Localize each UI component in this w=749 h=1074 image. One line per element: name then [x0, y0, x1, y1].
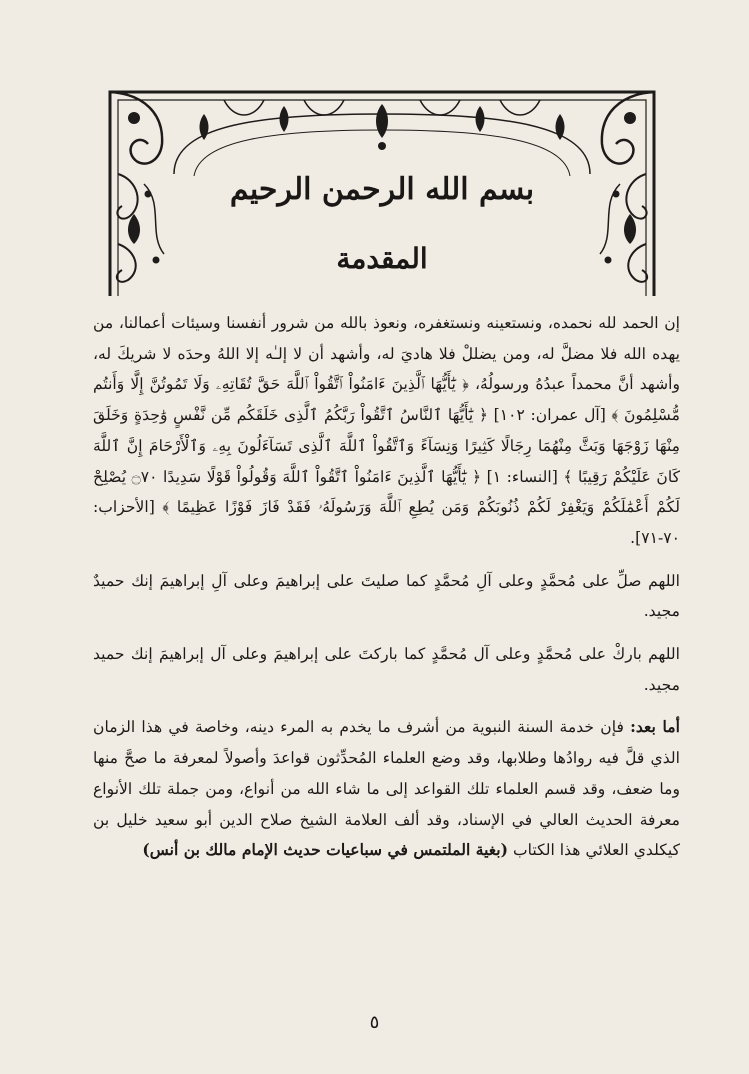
- page-title: المقدمة: [336, 242, 428, 275]
- text-line: أن لا إلـٰه إلا اللهُ وحدَه لا شريكَ له، وأشهد أنَّ محمداً عبدُهُ ورسولُهُ، ﴿ يَٰٓأَيُّهَا: [93, 344, 680, 394]
- basmala: بسم الله الرحمن الرحيم: [229, 172, 535, 207]
- body-text: [93, 308, 680, 866]
- text-line: العلائي هذا الكتاب: [508, 841, 629, 860]
- text-line: الإسناد، وقد ألف العلامة الشيخ صلاح الدين أبو سعيد خليل بن كيكلدي: [93, 810, 680, 860]
- text-line: إبراهيمَ إنك حميدٌ مجيد.: [93, 571, 680, 621]
- text-line: اللهم باركْ على مُحمَّدٍ وعلى آل مُحمَّدٍ كما باركتَ على إبراهيمَ وعلى آل: [210, 645, 680, 664]
- paragraph-intro: [93, 308, 680, 554]
- text-line: وسيئات أعمالنا، من يهده الله فلا مضلَّ له، ومن يضللْ فلا هاديَ له، وأشهد: [93, 314, 680, 363]
- paragraph-amma-bad: [93, 712, 680, 866]
- text-line: في هذا الزمان الذي قلَّ فيه روادُها وطلابها، وقد وضع العلماء المُحدِّثون: [93, 718, 680, 768]
- text-line: فَقَدْ فَازَ فَوْزًا عَظِيمًا ﴾ [الأحزاب: ٧٠-٧١].: [93, 498, 680, 547]
- page-number: ٥: [369, 1012, 380, 1033]
- book-title: (بغية الملتمس في سباعيات حديث الإمام مالك بن أنس): [142, 840, 509, 860]
- text-line: إبراهيمَ إنك حميد مجيد.: [93, 645, 680, 694]
- lead-phrase: أما بعد:: [630, 717, 680, 737]
- text-line: فإن خدمة السنة النبوية من أشرف ما يخدم به المرء دينه، وخاصة: [195, 718, 631, 737]
- text-line: إن الحمد لله نحمده، ونستعينه ونستغفره، ونعوذ بالله من شرور أنفسنا: [226, 314, 680, 332]
- ornamental-header-frame: [104, 84, 660, 298]
- paragraph-baraka: [93, 639, 680, 700]
- text-line: ٱللَّهَ ٱلَّذِى تَسَآءَلُونَ بِهِۦ وَٱلْأَرْحَامَ إِنَّ ٱللَّهَ كَانَ عَلَيْكُمْ رَقِيبًا ﴾ [النساء: ١] ﴿ يَٰٓأَيُّهَا ٱلَّذِينَ ءَامَنُواْ ٱتَّقُواْ: [93, 436, 680, 486]
- text-line: ٱلنَّاسُ ٱتَّقُواْ رَبَّكُمُ ٱلَّذِى خَلَقَكُم مِّن نَّفْسٍ وَٰحِدَةٍ وَخَلَقَ مِنْهَا زَوْجَهَا وَبَثَّ مِنْهُمَا رِجَالًا كَثِيرًا وَنِسَآءً وَٱتَّقُواْ: [93, 406, 680, 455]
- paragraph-salat: [93, 566, 680, 627]
- text-line: قواعدَ وأصولاً لمعرفة ما صحَّ منها وما ضعف، وقد قسم العلماء تلك القواعد: [93, 749, 680, 798]
- text-line: إلى ما شاء الله من أنواع، ومن جملة تلك الأنواع معرفة الحديث العالي في: [93, 779, 680, 829]
- text-line: اللهم صلِّ على مُحمَّدٍ وعلى آلِ مُحمَّدٍ كما صليتَ على إبراهيمَ وعلى آلِ: [211, 571, 680, 590]
- text-line: ٱلَّذِينَ ءَامَنُواْ ٱتَّقُواْ ٱللَّهَ حَقَّ تُقَاتِهِۦ وَلَا تَمُوتُنَّ إِلَّا وَأَنتُم مُّسْلِمُونَ ﴾ [آل عمران: ١٠٢] ﴿ يَٰٓأَيُّهَا: [93, 375, 680, 425]
- text-line: ٱللَّهَ وَقُولُواْ قَوْلًا سَدِيدًا ۝٧٠ يُصْلِحْ لَكُمْ أَعْمَٰلَكُمْ وَيَغْفِرْ لَكُمْ ذُنُوبَكُمْ وَمَن يُطِعِ ٱللَّهَ وَرَسُولَهُۥ: [93, 467, 681, 517]
